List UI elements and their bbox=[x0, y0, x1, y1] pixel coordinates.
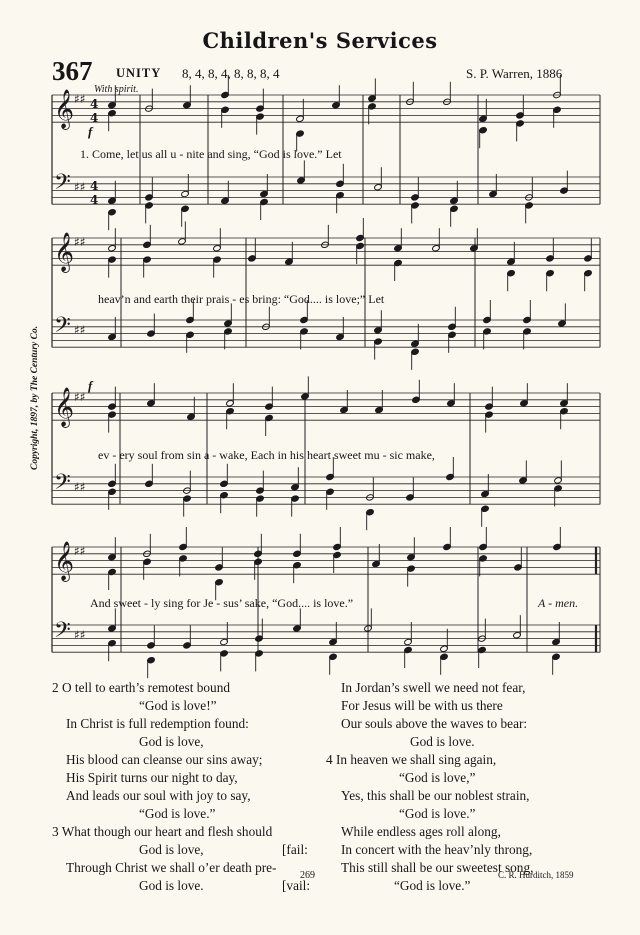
dynamic-forte-2: f bbox=[88, 378, 93, 393]
page-number: 269 bbox=[300, 870, 315, 881]
treble-clef-icon: 𝄞 bbox=[54, 89, 75, 129]
key-signature-icon: ♯♯ bbox=[74, 544, 86, 558]
section-title: Children's Services bbox=[202, 28, 438, 53]
hymn-number: 367 bbox=[52, 56, 93, 86]
key-signature-icon: ♯♯ bbox=[74, 390, 86, 404]
verse-line: In concert with the heav’nly throng, bbox=[341, 842, 533, 857]
verse-line: And leads our soul with joy to say, bbox=[66, 788, 251, 803]
verse-line: In Christ is full redemption found: bbox=[66, 716, 249, 731]
key-signature-icon: ♯♯ bbox=[74, 235, 86, 249]
verse-line: While endless ages roll along, bbox=[341, 824, 501, 839]
verse-line: 4 In heaven we shall sing again, bbox=[326, 752, 497, 767]
key-signature-icon: ♯♯ bbox=[74, 92, 86, 106]
key-signature-icon: ♯♯ bbox=[74, 480, 86, 494]
composer: S. P. Warren, 1886 bbox=[466, 66, 563, 81]
verse-line: “God is love.” bbox=[399, 806, 476, 821]
verse-line: His Spirit turns our night to day, bbox=[66, 770, 238, 785]
lyric-line-4: And sweet - ly sing for Je - sus’ sake, “God.... is love.” bbox=[90, 596, 354, 610]
verse-line: God is love, bbox=[139, 734, 204, 749]
author-credit: C. R. Hurditch, 1859 bbox=[498, 870, 574, 880]
treble-clef-icon: 𝄞 bbox=[54, 541, 75, 581]
tune-name: UNITY bbox=[116, 66, 162, 80]
bass-clef-icon: 𝄢 bbox=[54, 313, 71, 343]
bass-clef-icon: 𝄢 bbox=[54, 170, 71, 200]
lyric-line-1: 1. Come, let us all u - nite and sing, “God is love.” Let bbox=[80, 147, 342, 161]
time-signature-icon: 4 bbox=[90, 97, 99, 111]
time-signature-icon: 4 bbox=[90, 111, 99, 125]
verse-line: Yes, this shall be our noblest strain, bbox=[341, 788, 530, 803]
key-signature-icon: ♯♯ bbox=[74, 180, 86, 194]
key-signature-icon: ♯♯ bbox=[74, 323, 86, 337]
verse-line: Through Christ we shall o’er death pre- bbox=[66, 860, 277, 875]
verse-line: [fail: bbox=[282, 842, 308, 857]
verse-line: God is love. bbox=[410, 734, 475, 749]
meter: 8, 4, 8, 4, 8, 8, 8, 4 bbox=[182, 66, 280, 81]
verse-line: 3 What though our heart and flesh should bbox=[52, 824, 273, 839]
tempo-marking: With spirit. bbox=[94, 84, 139, 95]
treble-clef-icon: 𝄞 bbox=[54, 387, 75, 427]
verse-line: For Jesus will be with us there bbox=[341, 698, 503, 713]
treble-clef-icon: 𝄞 bbox=[54, 232, 75, 272]
verse-line: [vail: bbox=[282, 878, 311, 893]
verse-line: “God is love,” bbox=[399, 770, 476, 785]
verse-line: God is love, bbox=[139, 842, 204, 857]
key-signature-icon: ♯♯ bbox=[74, 628, 86, 642]
amen-text: A - men. bbox=[538, 596, 579, 610]
bass-clef-icon: 𝄢 bbox=[54, 618, 71, 648]
verse-line: This still shall be our sweetest song, bbox=[341, 860, 534, 875]
verse-line: In Jordan’s swell we need not fear, bbox=[341, 680, 526, 695]
verse-line: “God is love!” bbox=[139, 698, 217, 713]
verse-line: 2 O tell to earth’s remotest bound bbox=[52, 680, 230, 695]
bass-clef-icon: 𝄢 bbox=[54, 470, 71, 500]
lyric-line-3: ev - ery soul from sin a - wake, Each in his heart sweet mu - sic make, bbox=[98, 448, 435, 462]
verse-line: “God is love.” bbox=[394, 878, 471, 893]
time-signature-icon: 4 bbox=[90, 179, 99, 193]
dynamic-forte: f bbox=[88, 124, 93, 139]
time-signature-icon: 4 bbox=[90, 193, 99, 207]
verse-line: Our souls above the waves to bear: bbox=[341, 716, 528, 731]
verse-line: His blood can cleanse our sins away; bbox=[66, 752, 263, 767]
copyright-notice: Copyright, 1897, by The Century Co. bbox=[30, 325, 40, 470]
verse-line: God is love. bbox=[139, 878, 204, 893]
verse-line: “God is love.” bbox=[139, 806, 216, 821]
lyric-line-2: heav’n and earth their prais - es bring: “God.... is love;” Let bbox=[98, 292, 385, 306]
